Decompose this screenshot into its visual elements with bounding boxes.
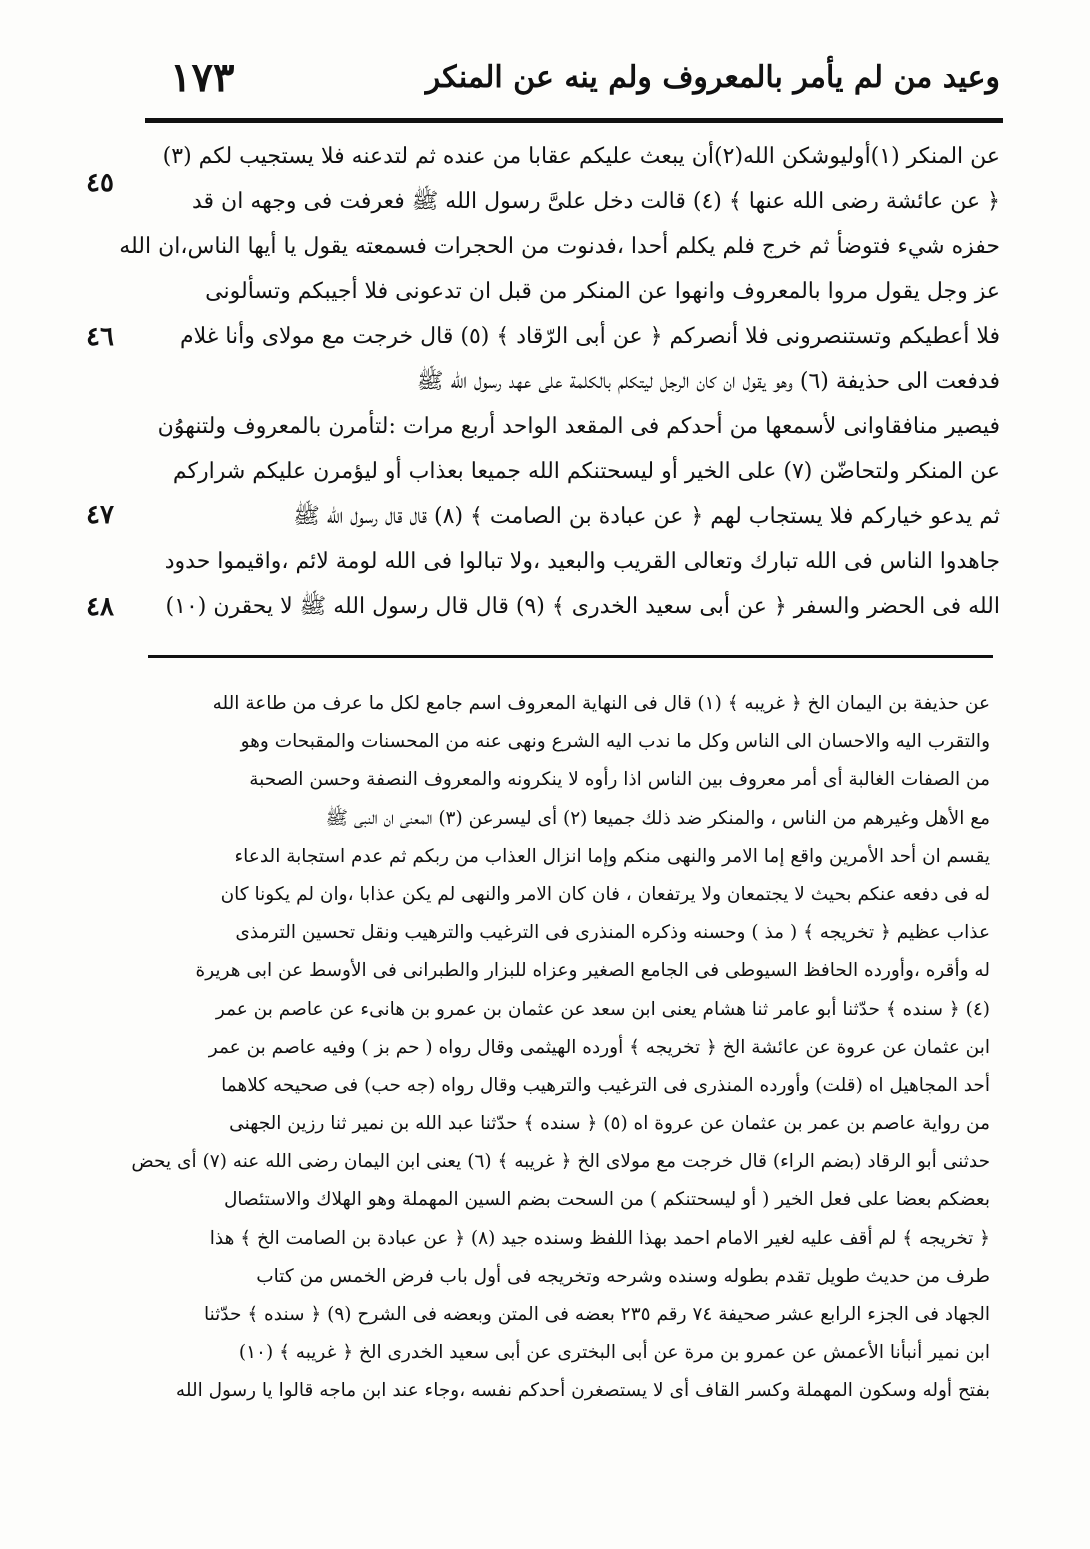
main-line: ثم يدعو خياركم فلا يستجاب لهم ﴿ عن عبادة بن الصامت ﴾ (٨) قال قال رسول الله ﷺ xyxy=(293,504,1000,529)
footnote-line: بفتح أوله وسكون المهملة وكسر القاف أى لا يستصغرن أحدكم نفسه ،وجاء عند ابن ماجه قالوا يا رسول الله xyxy=(175,1380,990,1402)
main-line: الله فى الحضر والسفر ﴿ عن أبى سعيد الخدرى ﴾ (٩) قال قال رسول الله ﷺ لا يحقرن (١٠) xyxy=(165,594,1000,619)
footnote-divider xyxy=(148,655,993,658)
footnote-line: ﴿ تخريجه ﴾ لم أقف عليه لغير الامام احمد بهذا اللفظ وسنده جيد (٨) ﴿ عن عبادة بن الصامت الخ ﴾ هذا xyxy=(209,1227,990,1249)
main-line: عن المنكر (١)أوليوشكن الله(٢)أن يبعث عليكم عقابا من عنده ثم لتدعنه فلا يستجيب لكم (٣) xyxy=(162,144,1000,169)
footnote-line: يقسم ان أحد الأمرين واقع إما الامر والنهى منكم وإما انزال العذاب من ربكم ثم عدم استجابة الدعاء xyxy=(234,845,990,867)
footnote-line: أحد المجاهيل اه (قلت) وأورده المنذرى فى الترغيب والترهيب وقال رواه (جه حب) فى صحيحه كلاهما xyxy=(221,1074,990,1096)
main-line: فيصير منافقاوانى لأسمعها من أحدكم فى المقعد الواحد أربع مرات :لتأمرن بالمعروف ولتنهوُن xyxy=(157,414,1000,439)
footnote-line: الجهاد فى الجزء الرابع عشر صحيفة ٧٤ رقم ٢٣٥ بعضه فى المتن وبعضه فى الشرح (٩) ﴿ سنده ﴾ حدّثنا xyxy=(203,1304,990,1325)
footnote-line: (٤) ﴿ سنده ﴾ حدّثنا أبو عامر ثنا هشام يعنى ابن سعد عن عثمان بن عمرو بن هانىء عن عاصم بن عمر xyxy=(215,998,990,1020)
main-line: ﴿ عن عائشة رضى الله عنها ﴾ (٤) قالت دخل علىَّ رسول الله ﷺ فعرفت فى وجهه ان قد xyxy=(192,189,1000,214)
footnote-line: ابن نمير أنبأنا الأعمش عن عمرو بن مرة عن أبى البخترى عن أبى سعيد الخدرى الخ ﴿ غريبه ﴾ (١٠) xyxy=(238,1342,990,1364)
main-line: فدفعت الى حذيفة (٦) وهو يقول ان كان الرجل ليتكلم بالكلمة على عهد رسول الله ﷺ xyxy=(416,369,1000,394)
footnotes xyxy=(131,685,990,1411)
footnote-line: طرف من حديث طويل تقدم بطوله وسنده وشرحه وتخريجه فى أول باب فرض الخمس من كتاب xyxy=(256,1265,990,1287)
running-title: وعيد من لم يأمر بالمعروف ولم ينه عن المنكر xyxy=(425,60,1000,95)
hadith-number: ٤٥ xyxy=(86,168,114,198)
main-line: جاهدوا الناس فى الله تبارك وتعالى القريب والبعيد ،ولا تبالوا فى الله لومة لائم ،واقيموا حدود xyxy=(164,549,1000,574)
hadith-number: ٤٨ xyxy=(86,592,114,622)
footnote-line: حدثنى أبو الرقاد (بضم الراء) قال خرجت مع مولاى الخ ﴿ غريبه ﴾ (٦) يعنى ابن اليمان رضى الله عنه (٧) أى يحض xyxy=(131,1151,990,1173)
footnote-line: والتقرب اليه والاحسان الى الناس وكل ما ندب اليه الشرع ونهى عنه من المحسنات والمقبحات وهو xyxy=(240,731,990,753)
footnote-line: ابن عثمان عن عروة عن عائشة الخ ﴿ تخريجه ﴾ أورده الهيثمى وقال رواه ( حم بز ) وفيه عاصم بن عمر xyxy=(208,1036,990,1058)
footnote-line: بعضكم بعضا على فعل الخير ( أو ليسحتنكم ) من السحت بضم السين المهملة وهو الهلاك والاستئصال xyxy=(223,1189,990,1211)
footnote-line: له فى دفعه عنكم بحيث لا يجتمعان ولا يرتفعان ، فان كان الامر والنهى لم يكن عذابا ،وان لم يكونا كان xyxy=(220,883,990,905)
footnote-line: عن حذيفة بن اليمان الخ ﴿ غريبه ﴾ (١) قال فى النهاية المعروف اسم جامع لكل ما عرف من طاعة الله xyxy=(212,693,990,714)
main-text xyxy=(119,134,1000,629)
main-line: عن المنكر ولتحاضّن (٧) على الخير أو ليسحتنكم الله جميعا بعذاب أو ليؤمرن عليكم شراركم xyxy=(172,459,1000,484)
hadith-number: ٤٦ xyxy=(86,322,114,352)
main-line: عز وجل يقول مروا بالمعروف وانهوا عن المنكر من قبل ان تدعونى فلا أجيبكم وتسألونى xyxy=(205,279,1000,304)
main-line: حفزه شيء فتوضأ ثم خرج فلم يكلم أحدا ،فدنوت من الحجرات فسمعته يقول يا أيها الناس،ان الله xyxy=(119,234,1000,259)
footnote-line: له وأقره ،وأورده الحافظ السيوطى فى الجامع الصغير وعزاه للبزار والطبرانى فى الأوسط عن ابى هريرة xyxy=(195,960,990,982)
hadith-number: ٤٧ xyxy=(86,500,114,530)
footnote-line: مع الأهل وغيرهم من الناس ، والمنكر ضد ذلك جميعا (٢) أى ليسرعن (٣) المعنى ان النبى ﷺ xyxy=(325,807,990,829)
footnote-line: عذاب عظيم ﴿ تخريجه ﴾ ( مذ ) وحسنه وذكره المنذرى فى الترغيب والترهيب ونقل تحسين الترمذى xyxy=(235,922,990,944)
page-number: ١٧٣ xyxy=(170,54,235,101)
main-line: فلا أعطيكم وتستنصرونى فلا أنصركم ﴿ عن أبى الرّقاد ﴾ (٥) قال خرجت مع مولاى وأنا غلام xyxy=(180,324,1000,349)
footnote-line: من رواية عاصم بن عمر بن عثمان عن عروة اه (٥) ﴿ سنده ﴾ حدّثنا عبد الله بن نمير ثنا رزين الجهنى xyxy=(229,1113,990,1135)
header-rule xyxy=(145,118,1003,123)
footnote-line: من الصفات الغالبة أى أمر معروف بين الناس اذا رأوه لا ينكرونه والمعروف النصفة وحسن الصحبة xyxy=(249,769,990,791)
page-header xyxy=(140,52,1000,108)
